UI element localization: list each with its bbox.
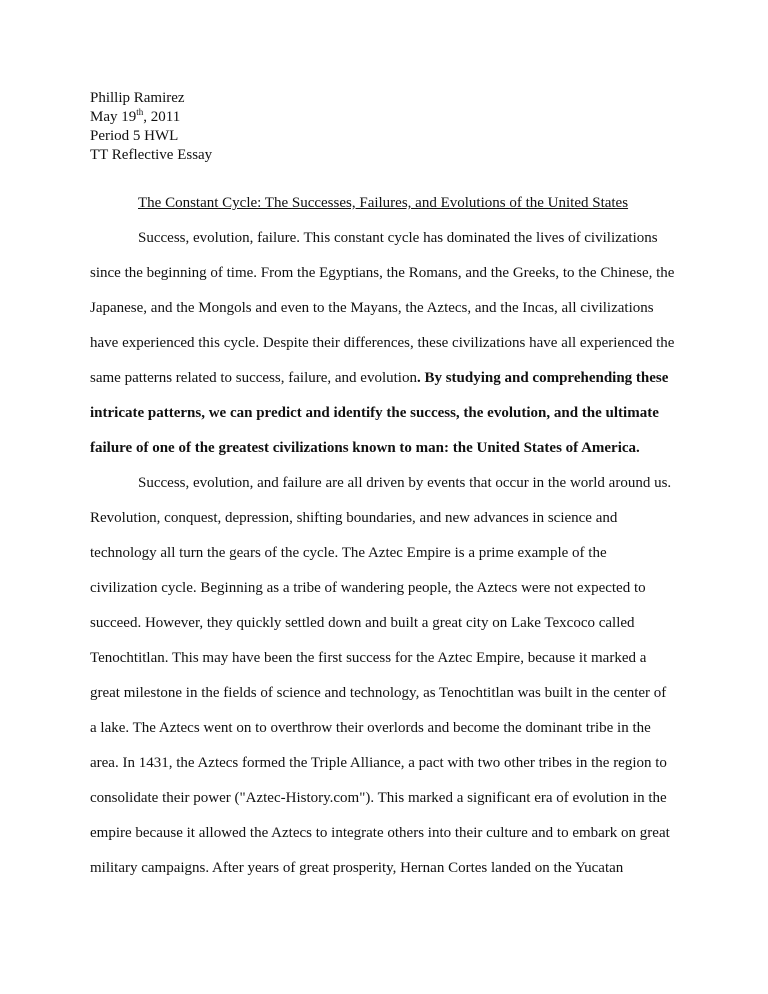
paragraph-line: great milestone in the fields of science and technology, as Tenochtitlan was built in the center of: [90, 685, 667, 701]
paragraph-line: same patterns related to success, failure, and evolution. By studying and comprehending these: [90, 370, 669, 386]
paragraph-line: Success, evolution, and failure are all driven by events that occur in the world around us.: [138, 475, 672, 491]
paragraph-line: Japanese, and the Mongols and even to the Mayans, the Aztecs, and the Incas, all civilizations: [90, 300, 654, 316]
assignment-name: TT Reflective Essay: [90, 147, 213, 163]
paragraph-line: civilization cycle. Beginning as a tribe of wandering people, the Aztecs were not expected to: [90, 580, 646, 596]
thesis-line: failure of one of the greatest civilizations known to man: the United States of America.: [90, 440, 640, 456]
paragraph-line: Tenochtitlan. This may have been the first success for the Aztec Empire, because it marked a: [90, 650, 647, 666]
essay-date: May 19th, 2011: [90, 107, 181, 125]
paragraph-line: technology all turn the gears of the cycle. The Aztec Empire is a prime example of the: [90, 545, 607, 561]
author-name: Phillip Ramirez: [90, 90, 185, 106]
essay-title: The Constant Cycle: The Successes, Failures, and Evolutions of the United States: [138, 195, 629, 211]
paragraph-line: Success, evolution, failure. This constant cycle has dominated the lives of civilizations: [138, 230, 658, 246]
paragraph-line: military campaigns. After years of great prosperity, Hernan Cortes landed on the Yucatan: [90, 860, 624, 876]
paragraph-line: have experienced this cycle. Despite their differences, these civilizations have all experienced the: [90, 335, 675, 351]
paragraph-line: succeed. However, they quickly settled down and built a great city on Lake Texcoco called: [90, 615, 635, 631]
class-period: Period 5 HWL: [90, 128, 179, 144]
paragraph-line: a lake. The Aztecs went on to overthrow their overlords and become the dominant tribe in the: [90, 720, 651, 736]
paragraph-line: since the beginning of time. From the Egyptians, the Romans, and the Greeks, to the Chinese, the: [90, 265, 675, 281]
paragraph-line: consolidate their power ("Aztec-History.com"). This marked a significant era of evolution in the: [90, 790, 667, 806]
thesis-line: intricate patterns, we can predict and identify the success, the evolution, and the ultimate: [90, 405, 659, 421]
essay-header: [90, 89, 212, 165]
paragraph-line: empire because it allowed the Aztecs to integrate others into their culture and to embark on great: [90, 825, 670, 841]
paragraph-line: Revolution, conquest, depression, shifting boundaries, and new advances in science and: [90, 510, 618, 526]
thesis-text: . By studying and comprehending these: [416, 370, 669, 386]
paragraph-line: area. In 1431, the Aztecs formed the Triple Alliance, a pact with two other tribes in the region to: [90, 755, 667, 771]
